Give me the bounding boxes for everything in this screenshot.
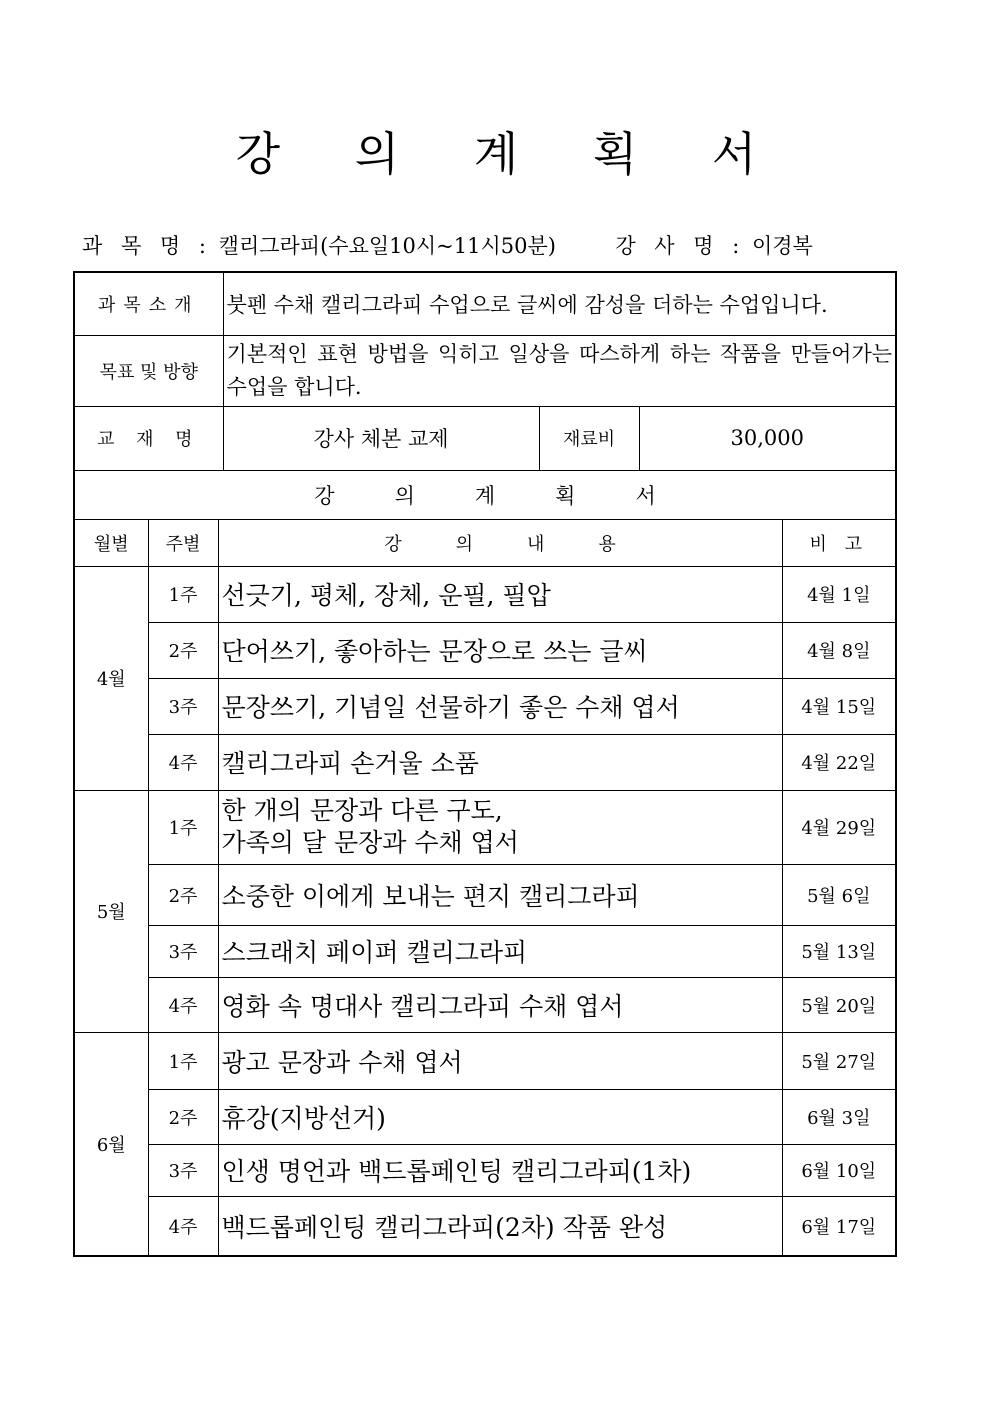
textbook-label-cell (74, 406, 223, 470)
table-row (74, 790, 896, 864)
col-month: 월별 (74, 519, 148, 566)
content-cell: 선긋기, 평체, 장체, 운필, 필압 (218, 566, 782, 622)
col-content: 강의내용 (384, 533, 670, 555)
table-row (74, 1032, 896, 1089)
note-cell: 4월 22일 (782, 734, 896, 790)
table-row (74, 1196, 896, 1256)
table-row (74, 864, 896, 925)
note-cell: 6월 3일 (782, 1089, 896, 1144)
month-cell: 6월 (74, 1032, 148, 1256)
table-row (74, 566, 896, 622)
goal-value: 기본적인 표현 방법을 익히고 일상을 따스하게 하는 작품을 만들어가는 수업을 합니다. (223, 335, 896, 406)
textbook-label: 교 재 명 (96, 429, 201, 450)
table-row (74, 622, 896, 678)
week-cell: 4주 (148, 977, 218, 1032)
table-row (74, 977, 896, 1032)
note-cell: 4월 1일 (782, 566, 896, 622)
week-cell: 1주 (148, 790, 218, 864)
content-cell: 문장쓰기, 기념일 선물하기 좋은 수채 엽서 (218, 678, 782, 734)
intro-value: 붓펜 수채 캘리그라피 수업으로 글씨에 감성을 더하는 수업입니다. (223, 272, 896, 335)
table-row (74, 1089, 896, 1144)
fee-value: 30,000 (639, 406, 896, 470)
table-row (74, 1144, 896, 1196)
content-cell: 휴강(지방선거) (218, 1089, 782, 1144)
content-cell: 소중한 이에게 보내는 편지 캘리그라피 (218, 864, 782, 925)
week-cell: 1주 (148, 1032, 218, 1089)
content-cell: 백드롭페인팅 캘리그라피(2차) 작품 완성 (218, 1196, 782, 1256)
textbook-value: 강사 체본 교제 (223, 406, 539, 470)
subject-value: 캘리그라피(수요일10시~11시50분) (218, 234, 556, 258)
week-cell: 3주 (148, 1144, 218, 1196)
content-cell: 영화 속 명대사 캘리그라피 수채 엽서 (218, 977, 782, 1032)
week-cell: 3주 (148, 925, 218, 977)
week-cell: 4주 (148, 1196, 218, 1256)
instructor-label: 강 사 명 : (615, 234, 746, 258)
content-cell: 단어쓰기, 좋아하는 문장으로 쓰는 글씨 (218, 622, 782, 678)
content-cell (218, 790, 782, 864)
week-cell: 2주 (148, 864, 218, 925)
intro-label-cell (74, 272, 223, 335)
subject-label: 과 목 명 : (82, 234, 212, 258)
table-row (74, 678, 896, 734)
plan-table (73, 271, 897, 1257)
note-cell: 5월 20일 (782, 977, 896, 1032)
col-week: 주별 (148, 519, 218, 566)
content-cell: 캘리그라피 손거울 소품 (218, 734, 782, 790)
note-cell: 4월 15일 (782, 678, 896, 734)
note-cell: 6월 17일 (782, 1196, 896, 1256)
content-line: 가족의 달 문장과 수채 엽서 (221, 828, 519, 857)
note-cell: 4월 8일 (782, 622, 896, 678)
col-content-cell (218, 519, 782, 566)
note-cell: 5월 6일 (782, 864, 896, 925)
subject-line (82, 230, 813, 260)
content-line: 한 개의 문장과 다른 구도, (221, 796, 503, 825)
plan-header: 강의계획서 (74, 470, 896, 519)
col-note-cell (782, 519, 896, 566)
note-cell: 6월 10일 (782, 1144, 896, 1196)
content-cell: 스크래치 페이퍼 캘리그라피 (218, 925, 782, 977)
table-row (74, 925, 896, 977)
note-cell: 5월 27일 (782, 1032, 896, 1089)
table-row (74, 734, 896, 790)
content-cell: 인생 명언과 백드롭페인팅 캘리그라피(1차) (218, 1144, 782, 1196)
instructor-value: 이경복 (751, 234, 813, 258)
goal-label: 목표 및 방향 (74, 335, 223, 406)
fee-label: 재료비 (539, 406, 639, 470)
note-cell: 4월 29일 (782, 790, 896, 864)
week-cell: 3주 (148, 678, 218, 734)
note-cell: 5월 13일 (782, 925, 896, 977)
week-cell: 1주 (148, 566, 218, 622)
week-cell: 2주 (148, 622, 218, 678)
week-cell: 2주 (148, 1089, 218, 1144)
month-cell: 4월 (74, 566, 148, 790)
intro-label: 과목소개 (97, 294, 200, 316)
col-note: 비 고 (809, 533, 869, 555)
week-cell: 4주 (148, 734, 218, 790)
page-title: 강 의 계 획 서 (235, 127, 787, 181)
content-cell: 광고 문장과 수채 엽서 (218, 1032, 782, 1089)
month-cell: 5월 (74, 790, 148, 1032)
